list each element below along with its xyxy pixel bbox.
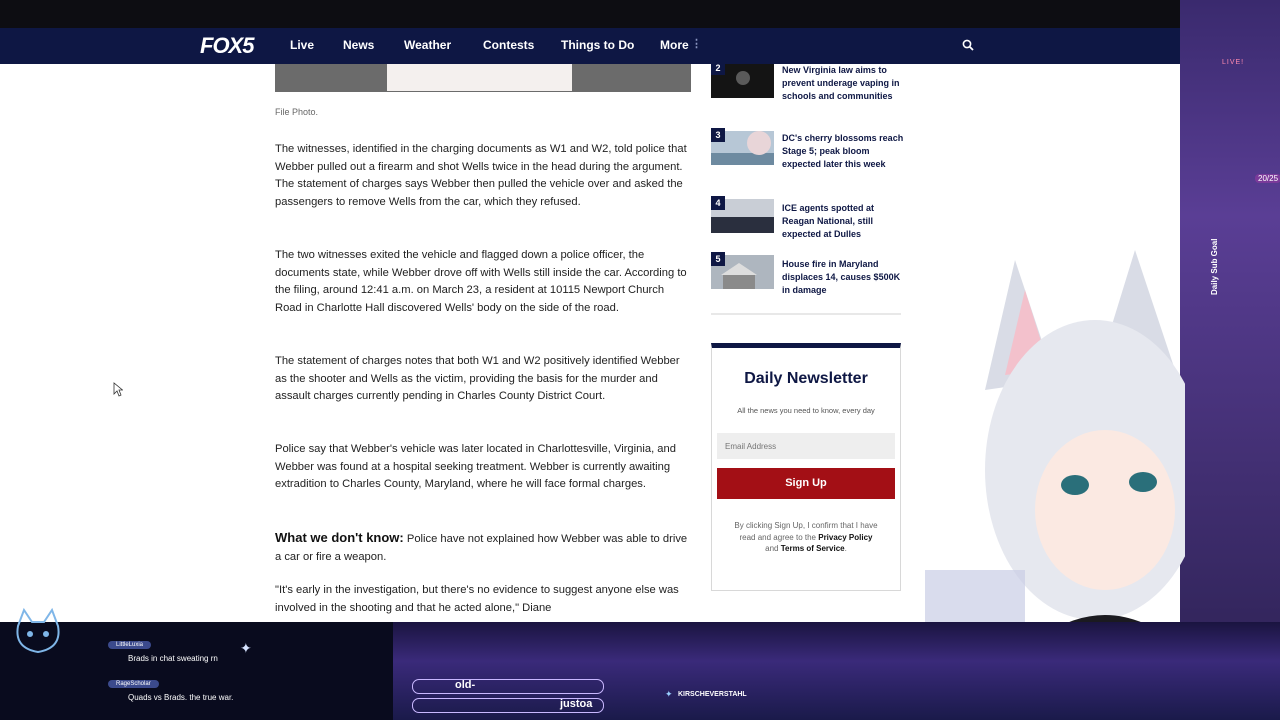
- newsletter-legal: [732, 520, 880, 555]
- site-navbar: [0, 28, 1280, 64]
- article-photo: [275, 64, 691, 92]
- sidebar-divider: [711, 313, 901, 315]
- butterfly-icon: ✦: [240, 640, 252, 656]
- trending-item-2[interactable]: [711, 61, 901, 121]
- trending-item-3[interactable]: [711, 128, 904, 188]
- article-paragraph-1: The witnesses, identified in the charging documents as W1 and W2, told police that Webber pulled out a firearm and shot Wells twice in the head during the argument. The statement of charges says Webber then pulled the vehicle over and asked the passengers to remove Wells from the car, which they refused.: [275, 143, 687, 208]
- email-field[interactable]: [717, 433, 895, 459]
- nav-news[interactable]: News: [343, 38, 375, 52]
- chat-username: RageScholar: [108, 680, 159, 688]
- trending-item-5[interactable]: [711, 252, 901, 297]
- trending-title[interactable]: DC's cherry blossoms reach Stage 5; peak bloom expected later this week: [782, 133, 904, 169]
- nav-weather[interactable]: Weather: [404, 38, 452, 52]
- article-paragraph-4: Police say that Webber's vehicle was later located in Charlottesville, Virginia, and Webber was found at a hospital seeking treatment. Webber is currently awaiting extradition to Charles County, Maryland, where he will face formal charges.: [275, 443, 676, 491]
- stream-side-panel: [1180, 0, 1280, 720]
- cat-mascot-icon: [8, 602, 68, 662]
- name-pill-1: old-: [455, 679, 476, 691]
- sub-goal-count: 20/25: [1255, 174, 1280, 183]
- mouse-cursor-icon: [113, 382, 123, 397]
- signup-button[interactable]: Sign Up: [717, 468, 895, 499]
- newsletter-box: [711, 343, 901, 591]
- top-strip: [0, 0, 1280, 28]
- trending-title[interactable]: House fire in Maryland displaces 14, causes $500K in damage: [782, 259, 901, 295]
- daily-sub-goal-label: Daily Sub Goal: [1210, 238, 1219, 295]
- newsletter-subtitle: All the news you need to know, every day: [737, 406, 875, 415]
- trending-rank: 5: [711, 252, 725, 266]
- article-paragraph-3: The statement of charges notes that both W1 and W2 positively identified Webber as the shooter and Wells as the victim, providing the basis for the murder and assault charges currently pending in Charles County District Court.: [275, 355, 680, 403]
- trending-rank: 3: [711, 128, 725, 142]
- trending-title[interactable]: New Virginia law aims to prevent underage vaping in schools and communities: [782, 65, 900, 101]
- photo-caption: File Photo.: [275, 107, 319, 117]
- nav-contests[interactable]: Contests: [483, 38, 535, 52]
- chat-username: LittleLuxia: [108, 641, 151, 649]
- chat-message: Brads in chat sweating rn: [128, 654, 218, 663]
- article-paragraph-6: "It's early in the investigation, but there's no evidence to suggest anyone else was involved in the shooting and that he acted alone," Diane: [275, 584, 679, 614]
- chat-message: Quads vs Brads. the true war.: [128, 693, 234, 702]
- twitch-handle: KIRSCHEVERSTAHL: [678, 691, 747, 698]
- name-pill-2: justoa: [560, 698, 593, 710]
- article-paragraph-2: The two witnesses exited the vehicle and flagged down a police officer, the documents state, while Webber drove off with Wells still inside the car. According to the filing, around 12:41 a.m. on March 23, a resident at 10115 Newport Church Road in Charlotte Hall discovered Wells' body on the side of the road.: [275, 249, 687, 314]
- trending-title[interactable]: ICE agents spotted at Reagan National, still expected at Dulles: [782, 203, 875, 239]
- trending-rank: 4: [711, 196, 725, 210]
- fox5-logo[interactable]: FOX5: [200, 33, 254, 58]
- legal-and: and: [765, 544, 779, 553]
- article-paragraph-5: [275, 529, 691, 566]
- dont-know-heading: What we don't know:: [275, 530, 404, 545]
- more-dots-icon: ⋮: [691, 38, 702, 50]
- twitter-icon: ✦: [665, 689, 673, 699]
- nav-more[interactable]: More: [660, 38, 689, 52]
- name-slot-1: [412, 679, 604, 694]
- legal-text: By clicking Sign Up, I confirm that I have read and agree to the: [734, 521, 878, 542]
- legal-end: .: [844, 544, 847, 553]
- nav-live[interactable]: Live: [290, 38, 315, 52]
- search-icon[interactable]: [962, 39, 974, 51]
- nav-things-to-do[interactable]: Things to Do: [561, 38, 635, 52]
- trending-rank: 2: [711, 61, 725, 75]
- terms-link[interactable]: Terms of Service: [780, 544, 845, 553]
- privacy-policy-link[interactable]: Privacy Policy: [818, 532, 873, 542]
- dont-know-text: Police have not explained how Webber was able to drive a car or fire a weapon.: [275, 533, 688, 563]
- trending-item-4[interactable]: [711, 196, 901, 241]
- newsletter-title: Daily Newsletter: [744, 370, 868, 387]
- photo-inner: [387, 64, 572, 91]
- vtuber-avatar: [905, 250, 1185, 650]
- live-tag: LIVE!: [1222, 59, 1245, 66]
